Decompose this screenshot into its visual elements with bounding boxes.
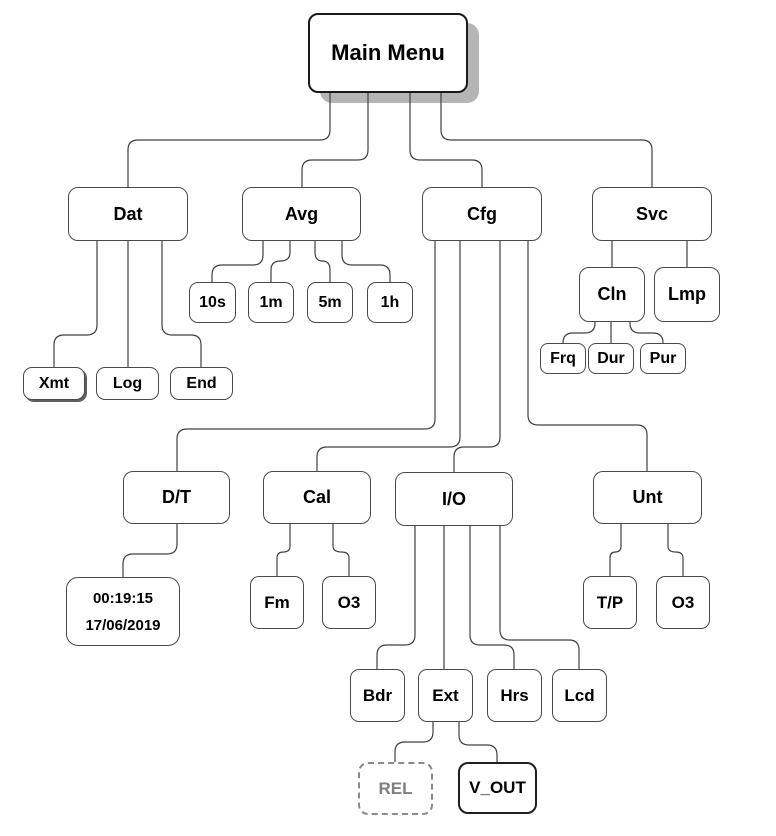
node-svc: Svc [592,187,712,241]
node-unt: Unt [593,471,702,524]
connector-mainmenu-dat [128,93,330,187]
datetime-time: 00:19:15 [92,589,154,607]
connector-dat-xmt [54,241,97,367]
connector-ext-rel [395,722,433,762]
connector-avg-1h [342,241,390,282]
node-unt-o3: O3 [656,576,710,629]
connector-unt-tp [610,524,621,576]
node-hrs: Hrs [487,669,542,722]
node-dur: Dur [588,343,634,374]
node-avg: Avg [242,187,361,241]
connector-io-hrs [470,526,514,669]
datetime-text [85,585,160,639]
node-log: Log [96,367,159,400]
node-lmp: Lmp [654,267,720,322]
connector-cln-frq [563,322,595,344]
connector-mainmenu-svc [441,93,652,187]
node-cfg: Cfg [422,187,542,241]
node-lcd: Lcd [552,669,607,722]
node-1m: 1m [248,282,294,323]
connector-unt-o3 [668,524,683,576]
node-pur: Pur [640,343,686,374]
node-main-menu: Main Menu [308,13,468,93]
node-10s: 10s [189,282,236,323]
connector-cfg-cal [317,241,460,471]
node-xmt: Xmt [23,367,85,400]
node-frq: Frq [540,343,586,374]
node-io: I/O [395,472,513,526]
node-5m: 5m [307,282,353,323]
node-cln: Cln [579,267,645,322]
datetime-date: 17/06/2019 [85,616,161,634]
node-dt: D/T [123,471,230,524]
connector-ext-vout [459,722,497,762]
node-tp: T/P [583,576,637,629]
connector-dt-datetime [123,524,177,577]
node-1h: 1h [367,282,413,323]
connector-cfg-dt [177,241,435,471]
connector-cal-o3 [333,524,349,576]
node-dat: Dat [68,187,188,241]
connector-cln-pur [630,322,663,344]
node-vout: V_OUT [458,762,537,814]
connector-cfg-io [454,241,500,472]
node-ext: Ext [418,669,473,722]
node-rel: REL [358,762,433,815]
node-fm: Fm [250,576,304,629]
connector-cal-fm [277,524,290,576]
node-datetime [66,577,180,646]
connector-avg-1m [271,241,290,282]
node-cal: Cal [263,471,371,524]
node-end: End [170,367,233,400]
connector-avg-10s [212,241,263,282]
connector-avg-5m [315,241,330,282]
node-cal-o3: O3 [322,576,376,629]
connector-io-bdr [377,526,415,669]
node-bdr: Bdr [350,669,405,722]
